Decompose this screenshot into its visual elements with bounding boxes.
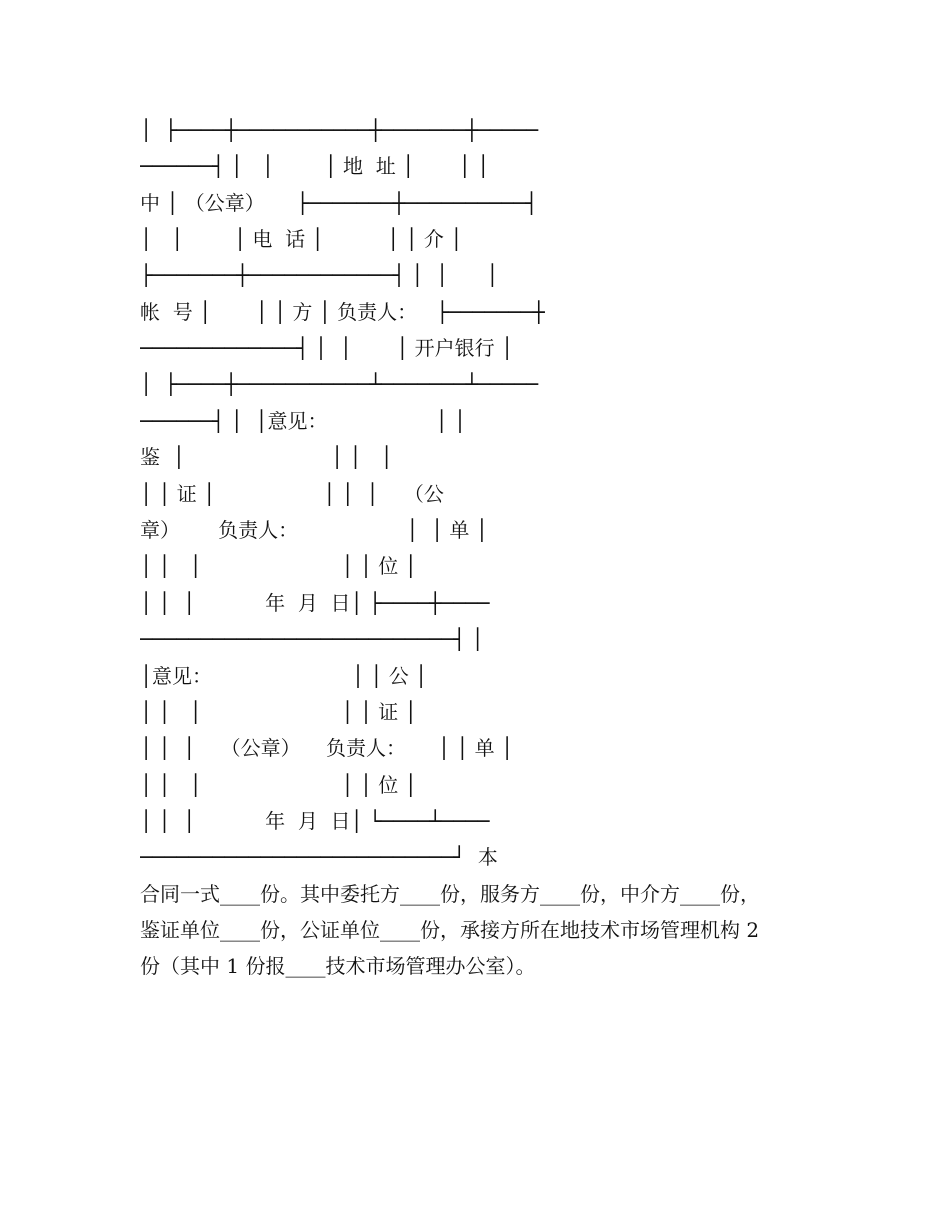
table-line: ──────┤ │ │意见： │ │ — [140, 409, 466, 433]
table-line: │ │ 证 │ │ │ │ （公 — [140, 482, 444, 506]
table-line: ──────────────────────────┘ 本 — [140, 845, 498, 869]
table-line: 中 │ （公章） ├───────┼──────────┤ — [140, 191, 538, 215]
paragraph-line: 鉴证单位____份，公证单位____份，承接方所在地技术市场管理机构 2 — [140, 918, 760, 942]
table-line: │ │ │ 年 月 日│ └────┴──── — [140, 809, 490, 833]
table-line: │ │ │ │ │ 证 │ — [140, 700, 417, 724]
table-line: 帐 号 │ │ │ 方 │ 负责人： ├───────┼ — [140, 300, 545, 324]
table-line: │ │ │ │ │ 位 │ — [140, 773, 417, 797]
table-line: │意见： │ │ 公 │ — [140, 664, 428, 688]
copies-paragraph — [140, 876, 812, 984]
paragraph-line: 份（其中 1 份报____技术市场管理办公室）。 — [140, 954, 536, 978]
table-line: │ ├────┼───────────┼───────┼───── — [140, 118, 539, 142]
table-line: 鉴 │ │ │ │ — [140, 445, 393, 469]
table-line: ──────────────────────────┤ │ — [140, 627, 484, 651]
table-line: │ │ │ │ │ 位 │ — [140, 554, 417, 578]
table-line: │ │ │ 电 话 │ │ │ 介 │ — [140, 227, 463, 251]
table-line: ──────┤ │ │ │ 地 址 │ │ │ — [140, 154, 490, 178]
table-line: │ │ │ 年 月 日│ ├────┼──── — [140, 591, 490, 615]
table-line: 章） 负责人： │ │ 单 │ — [140, 518, 488, 542]
table-line: │ │ │ （公章） 负责人： │ │ 单 │ — [140, 736, 514, 760]
table-line: ─────────────┤ │ │ │ 开户银行 │ — [140, 336, 514, 360]
table-line: │ ├────┼───────────┴───────┴───── — [140, 372, 539, 396]
table-line: ├───────┼────────────┤ │ │ │ — [140, 263, 499, 287]
paragraph-line: 合同一式____份。其中委托方____份，服务方____份，中介方____份， — [140, 882, 760, 906]
